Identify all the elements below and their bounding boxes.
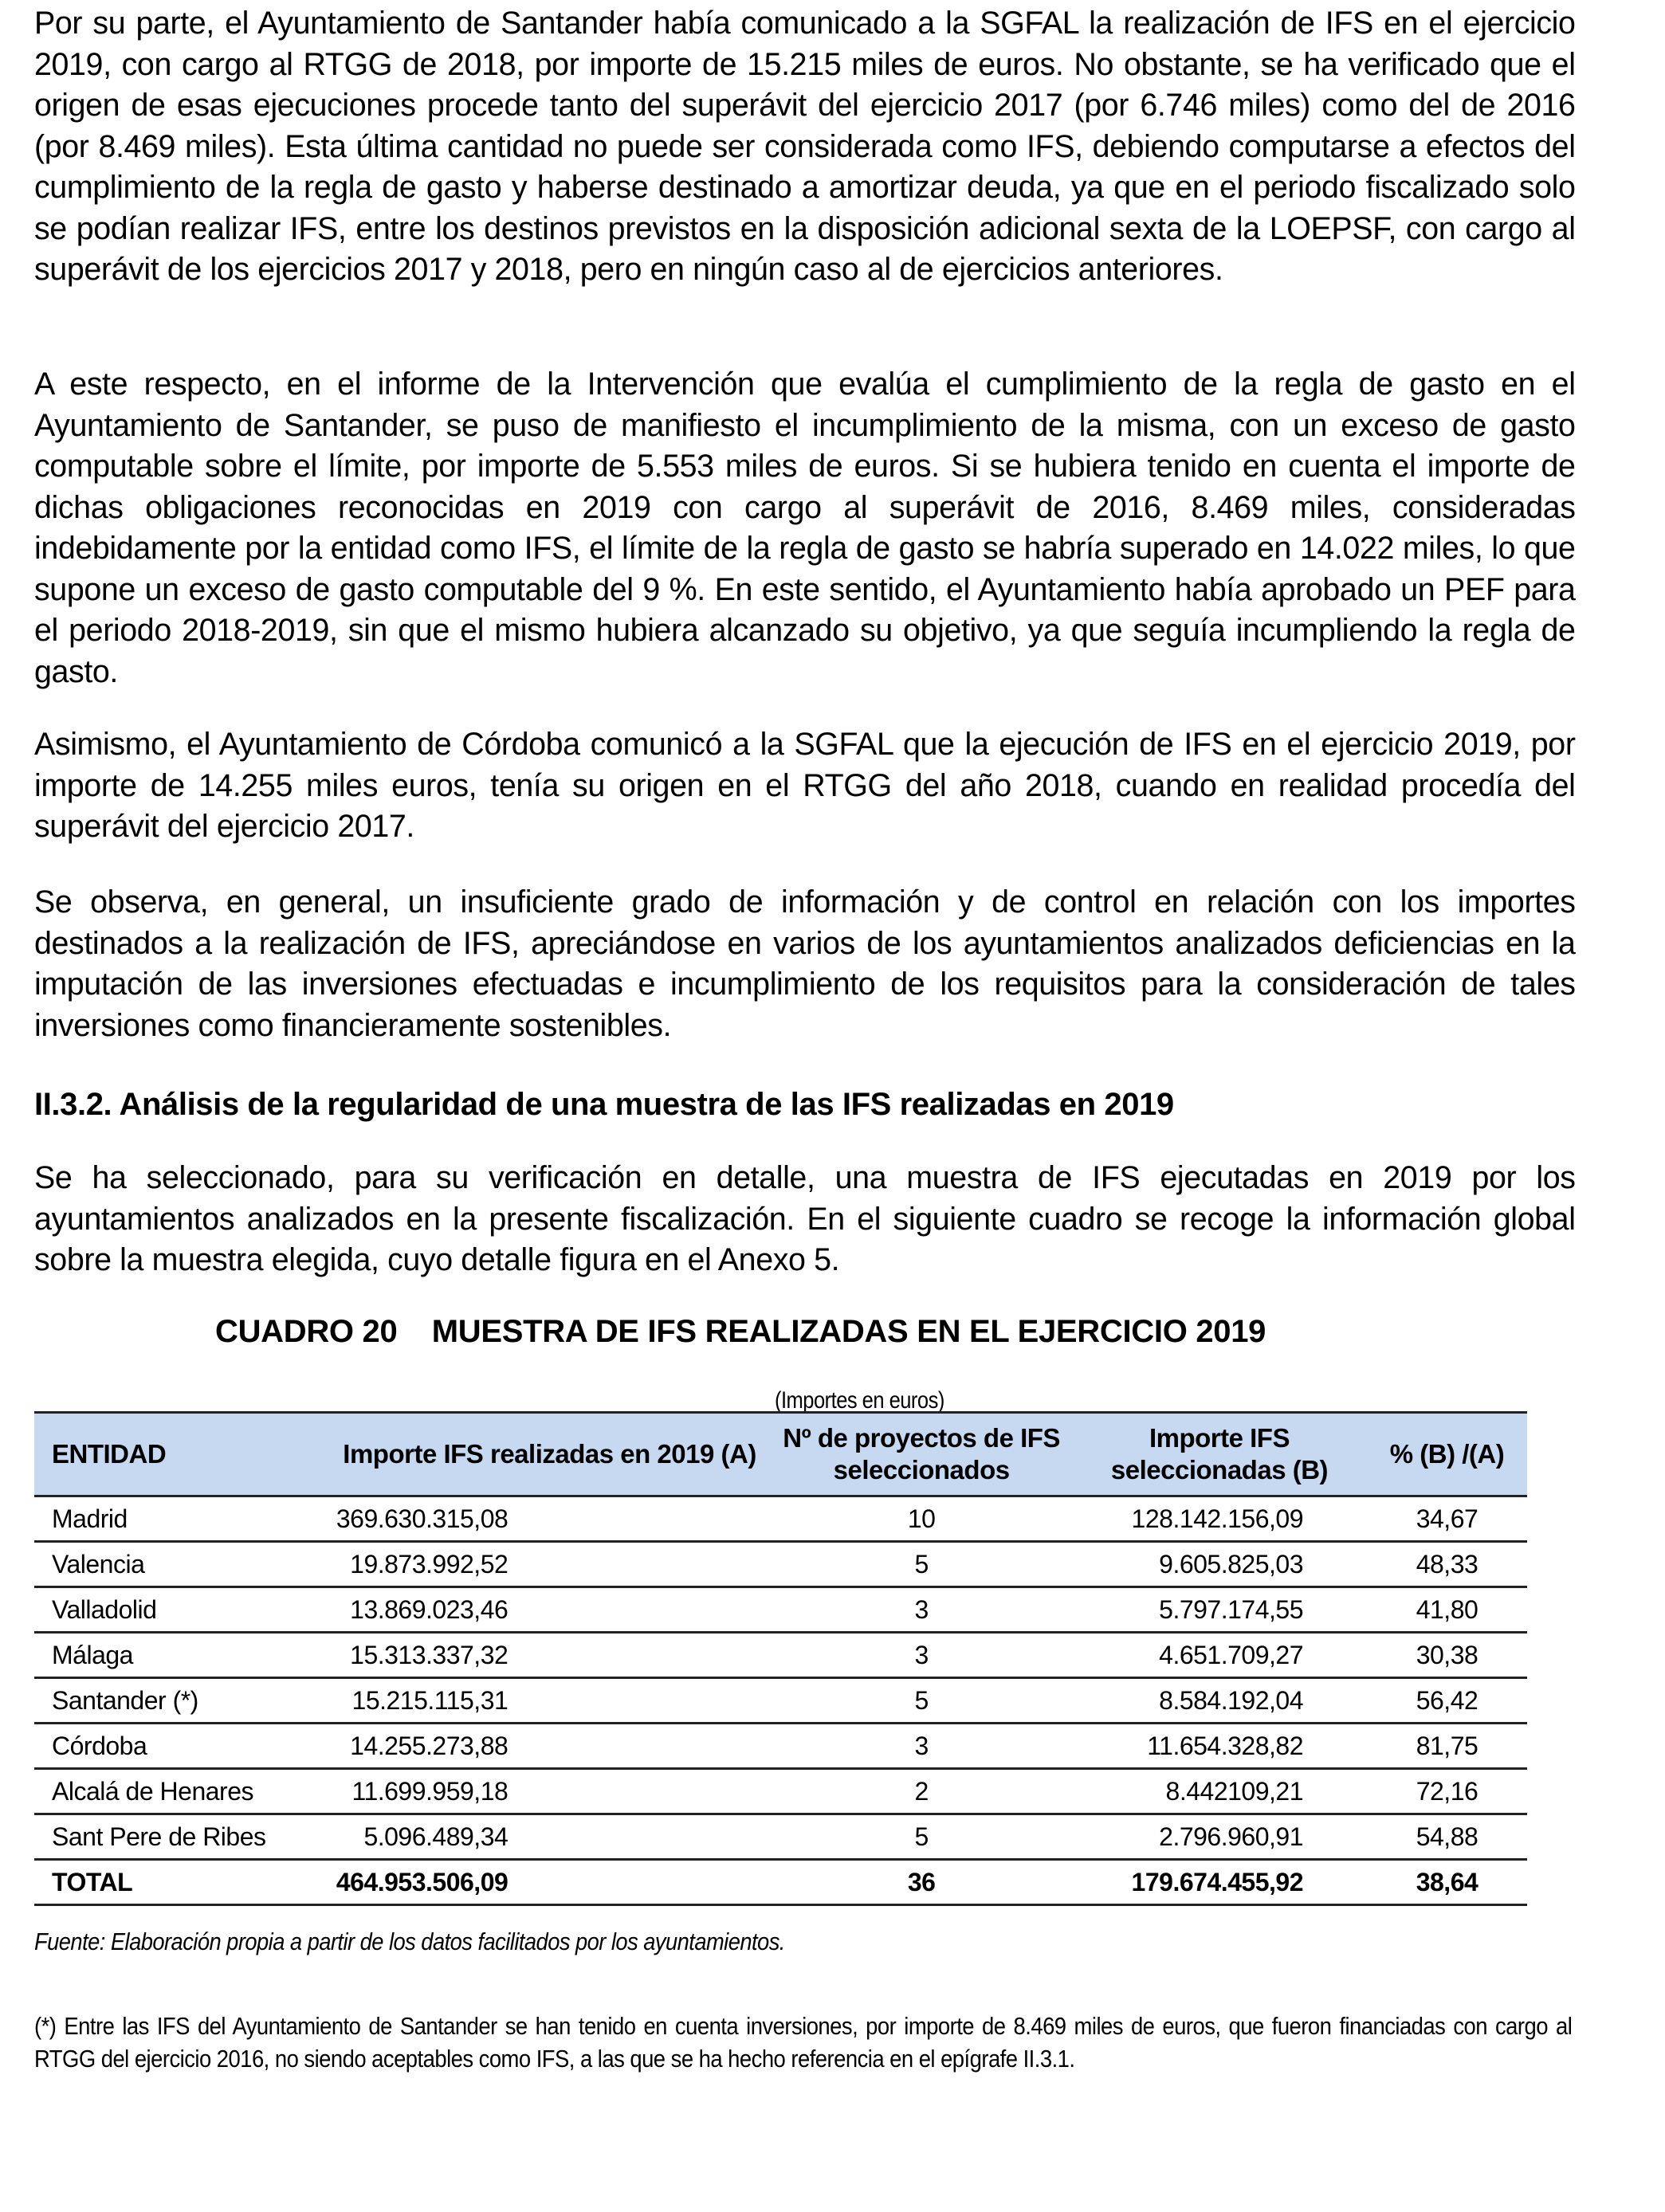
table-row bbox=[34, 1587, 1527, 1633]
column-header-proyectos: Nº de proyectos de IFS seleccionados bbox=[771, 1413, 1072, 1496]
cell-porcentaje: 41,80 bbox=[1367, 1587, 1527, 1633]
cell-proyectos: 5 bbox=[771, 1542, 1072, 1587]
paragraph-muestra: Se ha seleccionado, para su verificación en detalle, una muestra de IFS ejecutadas en 2019 por los ayuntamientos analizados en la presente fiscalización. En el siguiente cuadro se recoge la información global sobre la muestra elegida, cuyo detalle figura en el Anexo 5. bbox=[34, 1160, 1576, 1277]
cell-importe-b: 9.605.825,03 bbox=[1072, 1542, 1367, 1587]
cell-porcentaje: 30,38 bbox=[1367, 1633, 1527, 1678]
table-total-row bbox=[34, 1860, 1527, 1905]
ifs-sample-table bbox=[34, 1411, 1527, 1906]
cell-importe-a: 13.869.023,46 bbox=[328, 1587, 771, 1633]
column-header-importe-b: Importe IFS seleccionadas (B) bbox=[1072, 1413, 1367, 1496]
table-row bbox=[34, 1542, 1527, 1587]
table-row bbox=[34, 1814, 1527, 1860]
column-header-porcentaje: % (B) /(A) bbox=[1367, 1413, 1527, 1496]
cell-importe-a: 14.255.273,88 bbox=[328, 1724, 771, 1769]
cell-entidad: Madrid bbox=[34, 1496, 328, 1542]
column-header-entidad: ENTIDAD bbox=[34, 1413, 328, 1496]
cell-importe-b: 8.442109,21 bbox=[1072, 1769, 1367, 1814]
paragraph-santander-ifs: Por su parte, el Ayuntamiento de Santander había comunicado a la SGFAL la realización de IFS en el ejercicio 2019, con cargo al RTGG de 2018, por importe de 15.215 miles de euros. No obstante, se ha verificado que el origen de esas ejecuciones procede tanto del superávit del ejercicio 2017 (por 6.746 miles) como del de 2016 (por 8.469 miles). Esta última cantidad no puede ser considerada como IFS, debiendo computarse a efectos del cumplimiento de la regla de gasto y haberse destinado a amortizar deuda, ya que en el periodo fiscalizado solo se podían realizar IFS, entre los destinos previstos en la disposición adicional sexta de la LOEPSF, con cargo al superávit de los ejercicios 2017 y 2018, pero en ningún caso al de ejercicios anteriores. bbox=[34, 6, 1576, 287]
table-units-note: (Importes en euros) bbox=[775, 1387, 944, 1414]
cell-importe-a: 464.953.506,09 bbox=[328, 1860, 771, 1905]
cell-entidad: TOTAL bbox=[34, 1860, 328, 1905]
cell-proyectos: 5 bbox=[771, 1814, 1072, 1860]
table-row bbox=[34, 1496, 1527, 1542]
cell-importe-b: 4.651.709,27 bbox=[1072, 1633, 1367, 1678]
cell-entidad: Alcalá de Henares bbox=[34, 1769, 328, 1814]
cell-importe-b: 5.797.174,55 bbox=[1072, 1587, 1367, 1633]
table-header bbox=[34, 1413, 1527, 1496]
cell-importe-a: 5.096.489,34 bbox=[328, 1814, 771, 1860]
cell-porcentaje: 34,67 bbox=[1367, 1496, 1527, 1542]
cell-importe-b: 11.654.328,82 bbox=[1072, 1724, 1367, 1769]
cell-entidad: Valladolid bbox=[34, 1587, 328, 1633]
cell-porcentaje: 56,42 bbox=[1367, 1678, 1527, 1724]
cell-importe-b: 128.142.156,09 bbox=[1072, 1496, 1367, 1542]
table-source: Fuente: Elaboración propia a partir de los datos facilitados por los ayuntamientos. bbox=[34, 1928, 785, 1955]
paragraph-observacion-general: Se observa, en general, un insuficiente grado de información y de control en relación con los importes destinados a la realización de IFS, apreciándose en varios de los ayuntamientos analizados deficiencias en la imputación de las inversiones efectuadas e incumplimiento de los requisitos para la consideración de tales inversiones como financieramente sostenibles. bbox=[34, 884, 1576, 1043]
cell-porcentaje: 48,33 bbox=[1367, 1542, 1527, 1587]
cell-entidad: Córdoba bbox=[34, 1724, 328, 1769]
section-heading: II.3.2. Análisis de la regularidad de una muestra de las IFS realizadas en 2019 bbox=[34, 1087, 1174, 1122]
cell-porcentaje: 72,16 bbox=[1367, 1769, 1527, 1814]
cell-entidad: Valencia bbox=[34, 1542, 328, 1587]
paragraph-cordoba: Asimismo, el Ayuntamiento de Córdoba comunicó a la SGFAL que la ejecución de IFS en el ejercicio 2019, por importe de 14.255 miles euros, tenía su origen en el RTGG del año 2018, cuando en realidad procedía del superávit del ejercicio 2017. bbox=[34, 727, 1576, 844]
cell-importe-a: 19.873.992,52 bbox=[328, 1542, 771, 1587]
cell-proyectos: 5 bbox=[771, 1678, 1072, 1724]
table-body bbox=[34, 1496, 1527, 1905]
table-row bbox=[34, 1633, 1527, 1678]
table-title: CUADRO 20 MUESTRA DE IFS REALIZADAS EN EL EJERCICIO 2019 bbox=[215, 1314, 1266, 1349]
cell-porcentaje: 81,75 bbox=[1367, 1724, 1527, 1769]
cell-importe-b: 179.674.455,92 bbox=[1072, 1860, 1367, 1905]
cell-importe-a: 369.630.315,08 bbox=[328, 1496, 771, 1542]
cell-importe-a: 11.699.959,18 bbox=[328, 1769, 771, 1814]
table-footnote: (*) Entre las IFS del Ayuntamiento de Santander se han tenido en cuenta inversiones, por importe de 8.469 miles de euros, que fueron financiadas con cargo al RTGG del ejercicio 2016, no siendo aceptables como IFS, a las que se ha hecho referencia en el epígrafe II.3.1. bbox=[34, 2012, 1573, 2073]
cell-proyectos: 10 bbox=[771, 1496, 1072, 1542]
cell-entidad: Santander (*) bbox=[34, 1678, 328, 1724]
cell-proyectos: 3 bbox=[771, 1724, 1072, 1769]
table-row bbox=[34, 1678, 1527, 1724]
cell-proyectos: 2 bbox=[771, 1769, 1072, 1814]
cell-proyectos: 3 bbox=[771, 1633, 1072, 1678]
cell-proyectos: 3 bbox=[771, 1587, 1072, 1633]
cell-importe-a: 15.215.115,31 bbox=[328, 1678, 771, 1724]
table-row bbox=[34, 1769, 1527, 1814]
paragraph-regla-gasto: A este respecto, en el informe de la Intervención que evalúa el cumplimiento de la regla de gasto en el Ayuntamiento de Santander, se puso de manifiesto el incumplimiento de la misma, con un exceso de gasto computable sobre el límite, por importe de 5.553 miles de euros. Si se hubiera tenido en cuenta el importe de dichas obligaciones reconocidas en 2019 con cargo al superávit de 2016, 8.469 miles, consideradas indebidamente por la entidad como IFS, el límite de la regla de gasto se habría superado en 14.022 miles, lo que supone un exceso de gasto computable del 9 %. En este sentido, el Ayuntamiento había aprobado un PEF para el periodo 2018-2019, sin que el mismo hubiera alcanzado su objetivo, ya que seguía incumpliendo la regla de gasto. bbox=[34, 367, 1576, 689]
cell-porcentaje: 54,88 bbox=[1367, 1814, 1527, 1860]
cell-importe-b: 8.584.192,04 bbox=[1072, 1678, 1367, 1724]
cell-entidad: Sant Pere de Ribes bbox=[34, 1814, 328, 1860]
table-row bbox=[34, 1724, 1527, 1769]
cell-importe-a: 15.313.337,32 bbox=[328, 1633, 771, 1678]
column-header-importe-a: Importe IFS realizadas en 2019 (A) bbox=[328, 1413, 771, 1496]
cell-porcentaje: 38,64 bbox=[1367, 1860, 1527, 1905]
cell-importe-b: 2.796.960,91 bbox=[1072, 1814, 1367, 1860]
cell-entidad: Málaga bbox=[34, 1633, 328, 1678]
cell-proyectos: 36 bbox=[771, 1860, 1072, 1905]
